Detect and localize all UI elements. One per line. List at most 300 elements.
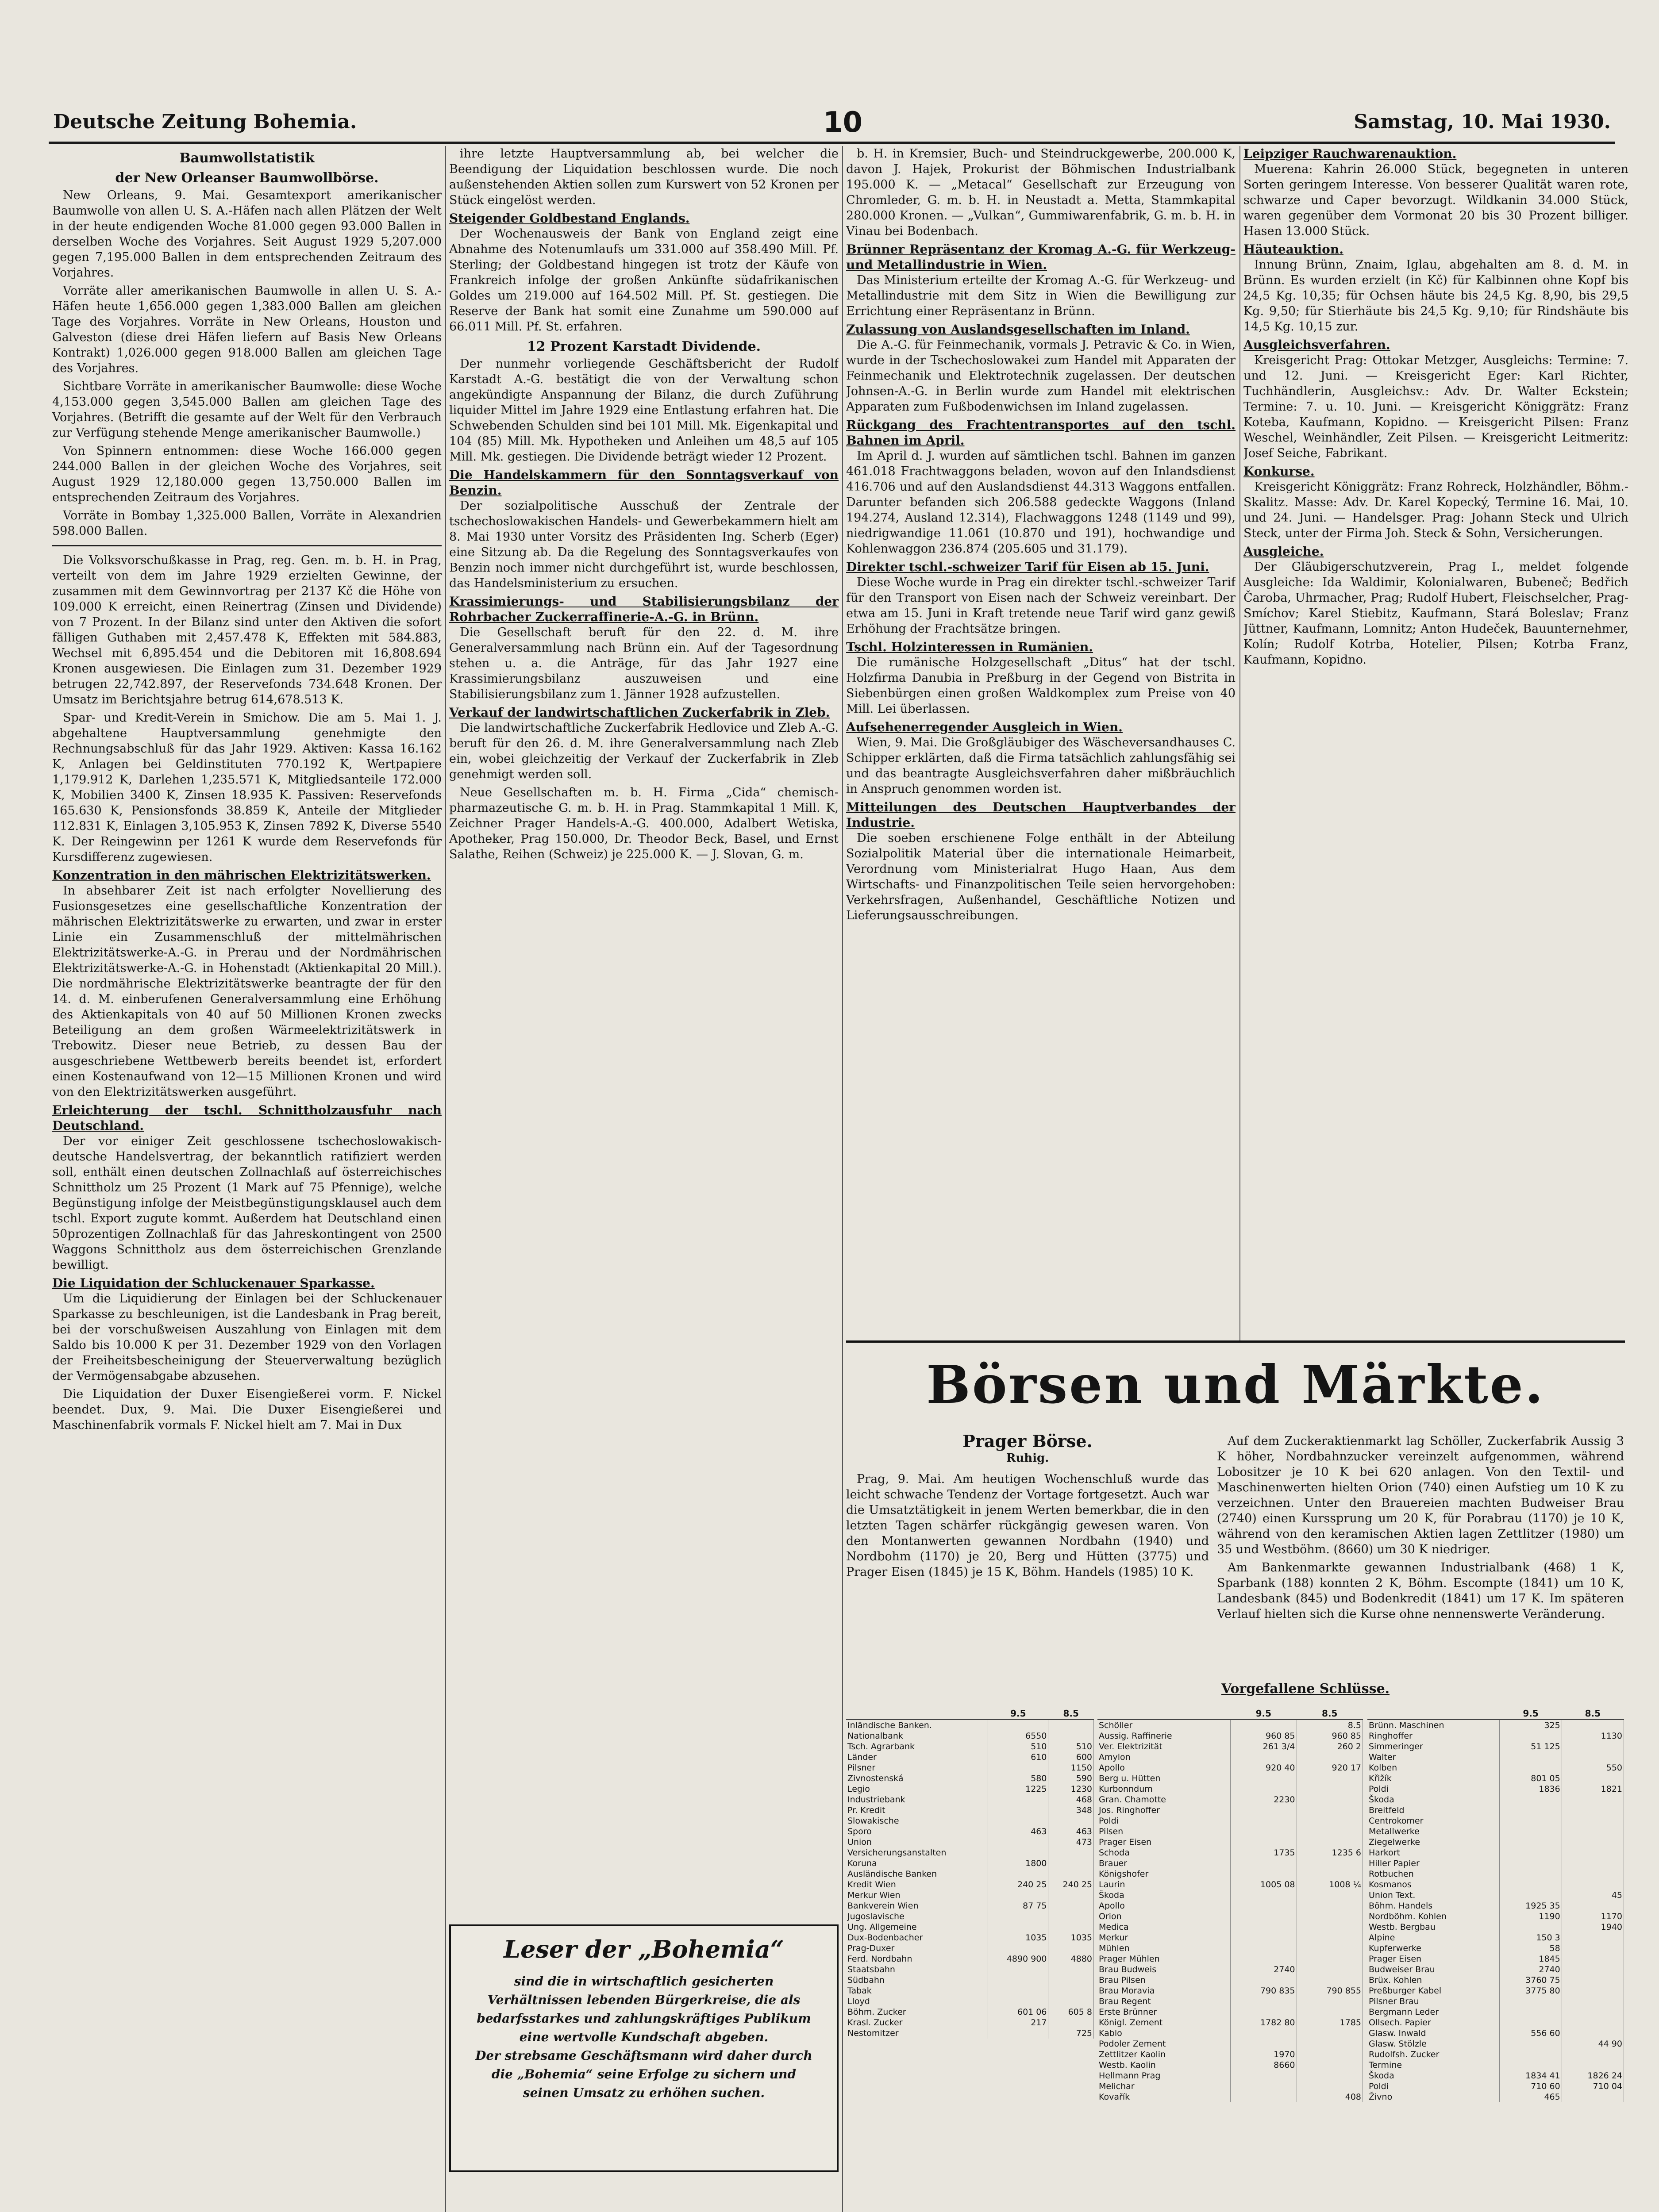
price-cell xyxy=(1048,1816,1094,1826)
price-cell: 920 17 xyxy=(1297,1763,1363,1773)
table-row xyxy=(1097,1741,1363,1752)
price-cell xyxy=(1297,1975,1363,1985)
security-name: Kolben xyxy=(1367,1763,1500,1773)
price-cell xyxy=(1231,1901,1297,1911)
security-name: Rudolfsh. Zucker xyxy=(1367,2049,1500,2060)
price-cell xyxy=(1562,1996,1624,2007)
security-name: Pilsen xyxy=(1097,1826,1231,1837)
price-cell: 240 25 xyxy=(1048,1879,1094,1890)
price-cell: 408 xyxy=(1297,2092,1363,2102)
price-cell xyxy=(988,1911,1048,1922)
table-row xyxy=(1367,1975,1624,1985)
table-row xyxy=(1097,1731,1363,1741)
divider xyxy=(52,545,442,546)
price-cell: 348 xyxy=(1048,1805,1094,1816)
table-row xyxy=(1097,2049,1363,2060)
table-row xyxy=(846,1720,1094,1731)
security-name: Alpine xyxy=(1367,1932,1500,1943)
security-name: Medica xyxy=(1097,1922,1231,1932)
security-name: Nestomitzer xyxy=(846,2028,988,2039)
security-name: Königshofer xyxy=(1097,1869,1231,1879)
table-row xyxy=(1097,1985,1363,1996)
security-name: Melichar xyxy=(1097,2081,1231,2092)
price-cell xyxy=(1297,1816,1363,1826)
price-cell xyxy=(1231,2081,1297,2092)
price-cell xyxy=(1048,1847,1094,1858)
security-name: Merkur xyxy=(1097,1932,1231,1943)
security-name: Termine xyxy=(1367,2060,1500,2070)
price-cell xyxy=(1562,1837,1624,1847)
price-cell: 325 xyxy=(1500,1720,1562,1731)
price-cell xyxy=(1297,1773,1363,1784)
article-paragraph: b. H. in Kremsier, Buch- und Steindruckgewerbe, 200.000 K, davon J. Hajek, Prokurist der Böhmischen Industrialbank 195.000 K. — „Metacal“ Gesellschaft zur Erzeugung von Chromleder, G. m. b. H. in Neustadt a. Metta, Stammkapital 280.000 Kronen. — „Vulkan“, Gummiwarenfabrik, G. m. b. H. in Vinau bei Bodenbach. xyxy=(846,147,1236,238)
article-paragraph: Die Liquidation der Duxer Eisengießerei vorm. F. Nickel beendet. Dux, 9. Mai. Die Duxer Eisengießerei und Maschinenfabrik vormals F. Nickel hielt am 7. Mai in Dux xyxy=(52,1387,442,1432)
price-cell: 2740 xyxy=(1231,1964,1297,1975)
price-cell: 468 xyxy=(1048,1794,1094,1805)
table-row xyxy=(846,1741,1094,1752)
column-1 xyxy=(52,146,442,2212)
price-cell: 4890 900 xyxy=(988,1954,1048,1964)
prager-boerse-report-continued xyxy=(1217,1433,1624,1681)
price-cell xyxy=(1048,1975,1094,1985)
security-name: Brünn. Maschinen xyxy=(1367,1720,1500,1731)
price-cell xyxy=(1562,1847,1624,1858)
price-cell: 1821 xyxy=(1562,1784,1624,1794)
price-cell xyxy=(1500,1890,1562,1901)
article-paragraph: Prag, 9. Mai. Am heutigen Wochenschluß wurde das leicht schwache Tendenz der Vortage fortgesetzt. Auch war die Umsatztätigkeit in jenem Werten bemerkbar, die in den letzten Tagen schärfer rückgängig gewesen waren. Von den Montanwerten gewannen Nordbahn (1940) und Nordbohm (1170) je 20, Berg und Hütten (3775) und Prager Eisen (1845) je 15 K, Böhm. Handels (1985) 10 K. xyxy=(846,1472,1209,1579)
security-name: Škoda xyxy=(1367,2070,1500,2081)
price-cell xyxy=(1500,1763,1562,1773)
price-cell xyxy=(1500,1847,1562,1858)
article-heading: Die Liquidation der Schluckenauer Sparkasse. xyxy=(52,1276,375,1290)
security-name: Prag-Duxer xyxy=(846,1943,988,1954)
table-row xyxy=(1097,1975,1363,1985)
table-header xyxy=(846,1708,988,1720)
price-cell: 556 60 xyxy=(1500,2028,1562,2039)
price-cell xyxy=(1231,1922,1297,1932)
price-cell xyxy=(1297,2007,1363,2017)
security-name: Kurbonndum xyxy=(1097,1784,1231,1794)
price-cell xyxy=(1231,1752,1297,1763)
table-row xyxy=(846,2007,1094,2017)
price-cell xyxy=(1562,1826,1624,1837)
price-cell: 590 xyxy=(1048,1773,1094,1784)
table-row xyxy=(1367,2007,1624,2017)
price-cell xyxy=(1297,1837,1363,1847)
price-cell xyxy=(1048,2017,1094,2028)
security-name: Zettlitzer Kaolin xyxy=(1097,2049,1231,2060)
table-row xyxy=(1367,2081,1624,2092)
price-cell: 1826 24 xyxy=(1562,2070,1624,2081)
article-heading: Rückgang des Frachtentransportes auf den tschl. Bahnen im April. xyxy=(846,418,1236,448)
table-row xyxy=(846,1943,1094,1954)
security-name: Kupferwerke xyxy=(1367,1943,1500,1954)
security-name: Koruna xyxy=(846,1858,988,1869)
price-cell xyxy=(1562,1773,1624,1784)
masthead xyxy=(49,106,1615,144)
price-cell xyxy=(1297,1996,1363,2007)
security-name: Böhm. Zucker xyxy=(846,2007,988,2017)
price-cell: 790 835 xyxy=(1231,1985,1297,1996)
security-name: Union xyxy=(846,1837,988,1847)
security-name: Bankverein Wien xyxy=(846,1901,988,1911)
price-cell xyxy=(1297,1826,1363,1837)
price-cell xyxy=(1048,1731,1094,1741)
table-row xyxy=(1367,1996,1624,2007)
article-paragraph: Diese Woche wurde in Prag ein direkter tschl.-schweizer Tarif für den Transport von Eisen nach der Schweiz vereinbart. Der etwa am 15. Juni in Kraft tretende neue Tarif wird ganz gewiß Erhöhung der Frachtsätze bringen. xyxy=(846,576,1236,636)
price-cell xyxy=(1562,1869,1624,1879)
price-cell xyxy=(1562,1975,1624,1985)
article-heading: 12 Prozent Karstadt Dividende. xyxy=(527,339,761,354)
price-cell: 8660 xyxy=(1231,2060,1297,2070)
price-cell xyxy=(988,1964,1048,1975)
price-cell: 1008 ¼ xyxy=(1297,1879,1363,1890)
price-cell xyxy=(1297,2070,1363,2081)
table-row xyxy=(846,1964,1094,1975)
security-name: Poldi xyxy=(1367,2081,1500,2092)
security-name: Südbahn xyxy=(846,1975,988,1985)
price-cell xyxy=(1231,1826,1297,1837)
security-name: Ziegelwerke xyxy=(1367,1837,1500,1847)
price-cell: 1005 08 xyxy=(1231,1879,1297,1890)
price-cell: 605 8 xyxy=(1048,2007,1094,2017)
table-row xyxy=(1367,1879,1624,1890)
table-row xyxy=(846,1858,1094,1869)
price-cell: 960 85 xyxy=(1231,1731,1297,1741)
price-cell: 710 60 xyxy=(1500,2081,1562,2092)
price-cell xyxy=(1297,2028,1363,2039)
table-row xyxy=(1367,1826,1624,1837)
table-row xyxy=(1097,1869,1363,1879)
price-cell xyxy=(1562,2007,1624,2017)
security-name: Amylon xyxy=(1097,1752,1231,1763)
price-cell xyxy=(1297,1752,1363,1763)
price-cell xyxy=(988,1890,1048,1901)
stock-table-1 xyxy=(846,1708,1094,2212)
price-cell xyxy=(1297,1794,1363,1805)
price-cell xyxy=(1562,1943,1624,1954)
price-cell xyxy=(1048,1869,1094,1879)
bourse-subtitle: Ruhig. xyxy=(1006,1452,1049,1465)
price-cell xyxy=(1500,1996,1562,2007)
security-name: Länder xyxy=(846,1752,988,1763)
table-row xyxy=(1367,1890,1624,1901)
price-cell xyxy=(1048,1996,1094,2007)
table-row xyxy=(1097,1901,1363,1911)
price-cell: 920 40 xyxy=(1231,1763,1297,1773)
price-cell xyxy=(1048,1943,1094,1954)
security-name: Schoda xyxy=(1097,1847,1231,1858)
price-cell: 710 04 xyxy=(1562,2081,1624,2092)
price-cell xyxy=(1048,1858,1094,1869)
price-cell xyxy=(1562,2060,1624,2070)
price-cell xyxy=(1231,1943,1297,1954)
table-row xyxy=(846,1847,1094,1858)
table-row xyxy=(1367,1763,1624,1773)
table-row xyxy=(1097,1752,1363,1763)
table-row xyxy=(1367,1794,1624,1805)
price-cell xyxy=(1231,2070,1297,2081)
price-cell xyxy=(988,1943,1048,1954)
security-name: Ver. Elektrizität xyxy=(1097,1741,1231,1752)
price-cell: 87 75 xyxy=(988,1901,1048,1911)
security-name: Brauer xyxy=(1097,1858,1231,1869)
price-cell: 725 xyxy=(1048,2028,1094,2039)
price-cell xyxy=(1500,2007,1562,2017)
table-row xyxy=(1367,2049,1624,2060)
table-header: 8.5 xyxy=(1048,1708,1094,1720)
table-row xyxy=(1097,1922,1363,1932)
article-heading: Häuteauktion. xyxy=(1243,242,1343,257)
price-cell xyxy=(1048,1901,1094,1911)
security-name: Tabak xyxy=(846,1985,988,1996)
table-header xyxy=(1367,1708,1500,1720)
price-cell: 510 xyxy=(1048,1741,1094,1752)
table-row xyxy=(846,1922,1094,1932)
section-title: Börsen und Märkte. xyxy=(926,1354,1545,1415)
security-name: Křižík xyxy=(1367,1773,1500,1784)
security-name: Königl. Zement xyxy=(1097,2017,1231,2028)
price-cell xyxy=(1500,2049,1562,2060)
article-heading: Die Handelskammern für den Sonntagsverkauf von Benzin. xyxy=(449,468,839,498)
security-name: Pilsner Brau xyxy=(1367,1996,1500,2007)
security-name: Dux-Bodenbacher xyxy=(846,1932,988,1943)
price-cell: 1785 xyxy=(1297,2017,1363,2028)
article-paragraph: Innung Brünn, Znaim, Iglau, abgehalten am 8. d. M. in Brünn. Es wurden erzielt (in Kč) für Kalbinnen ohne Kopf bis 24,5 Kg. 10,35; für Ochsen häute bis 24,5 Kg. 8,90, bis 29,5 Kg. 9,50; für Stierhäute bis 24,5 Kg. 9,10; für Rindshäute bis 14,5 Kg. 10,15 zur. xyxy=(1243,258,1628,334)
article-heading: Direkter tschl.-schweizer Tarif für Eisen ab 15. Juni. xyxy=(846,560,1209,574)
security-name: Pr. Kredit xyxy=(846,1805,988,1816)
security-name: Brau Moravia xyxy=(1097,1985,1231,1996)
table-row xyxy=(1367,1922,1624,1932)
table-row xyxy=(1367,1943,1624,1954)
table-row xyxy=(846,1837,1094,1847)
price-cell xyxy=(1297,1922,1363,1932)
price-cell xyxy=(1231,1996,1297,2007)
article-paragraph: Kreisgericht Prag: Ottokar Metzger, Ausgleichs: Termine: 7. und 12. Juni. — Kreisgericht Eger: Karl Richter, Tuchhändlerin, Ausgleichsv.: Adv. Dr. Walter Eckstein; Termine: 7. u. 10. Juni. — Kreisgericht Königgrätz: Franz Koteba, Kaufmann, Kopidno. — Kreisgericht Pilsen: Franz Weschel, Weinhändler, Zeit Pilsen. — Kreisgericht Leitmeritz: Josef Seiche, Fabrikant. xyxy=(1243,353,1628,460)
security-name: Ollsech. Papier xyxy=(1367,2017,1500,2028)
price-cell xyxy=(1297,1869,1363,1879)
table-title: Vorgefallene Schlüsse. xyxy=(1221,1681,1390,1697)
price-cell: 6550 xyxy=(988,1731,1048,1741)
table-row xyxy=(846,1911,1094,1922)
price-cell: 465 xyxy=(1500,2092,1562,2102)
price-cell xyxy=(1048,1985,1094,1996)
price-cell xyxy=(1231,1932,1297,1943)
price-cell xyxy=(1297,2081,1363,2092)
price-cell xyxy=(1297,1890,1363,1901)
table-row xyxy=(846,2017,1094,2028)
article-paragraph: Am Bankenmarkte gewannen Industrialbank (468) 1 K, Sparbank (188) konnten 2 K, Böhm. Escompte (1841) um 10 K, Landesbank (845) und Bodenkredit (1841) um 17 K. Im späteren Verlauf hielten sich die Kurse ohne nennenswerte Veränderung. xyxy=(1217,1561,1624,1621)
security-name: Preßburger Kabel xyxy=(1367,1985,1500,1996)
price-cell xyxy=(988,1922,1048,1932)
table-row xyxy=(1097,2060,1363,2070)
security-name: Zivnostenská xyxy=(846,1773,988,1784)
price-cell xyxy=(1231,2039,1297,2049)
price-cell: 1800 xyxy=(988,1858,1048,1869)
security-name: Glasw. Stölzle xyxy=(1367,2039,1500,2049)
price-cell: 58 xyxy=(1500,1943,1562,1954)
security-name: Prager Eisen xyxy=(1367,1954,1500,1964)
price-cell xyxy=(1500,1837,1562,1847)
price-cell xyxy=(1048,1922,1094,1932)
price-cell xyxy=(1297,1943,1363,1954)
security-name: Ausländische Banken xyxy=(846,1869,988,1879)
price-cell: 473 xyxy=(1048,1837,1094,1847)
price-cell: 1130 xyxy=(1562,1731,1624,1741)
table-header: 9.5 xyxy=(1231,1708,1297,1720)
article-paragraph: Die landwirtschaftliche Zuckerfabrik Hedlovice und Zleb A.-G. beruft für den 26. d. M. ihre Generalversammlung nach Zleb ein, wobei gleichzeitig der Verkauf der Zuckerfabrik in Zleb genehmigt werden soll. xyxy=(449,721,839,781)
article-heading: Leipziger Rauchwarenauktion. xyxy=(1243,146,1457,161)
table-row xyxy=(1097,2028,1363,2039)
table-row xyxy=(1367,1932,1624,1943)
security-name: Gran. Chamotte xyxy=(1097,1794,1231,1805)
table-row xyxy=(1097,1890,1363,1901)
security-name: Harkort xyxy=(1367,1847,1500,1858)
security-name: Inländische Banken. xyxy=(846,1720,988,1731)
price-cell xyxy=(1231,1784,1297,1794)
table-header: 9.5 xyxy=(1500,1708,1562,1720)
security-name: Budweiser Brau xyxy=(1367,1964,1500,1975)
price-cell xyxy=(988,1837,1048,1847)
table-row xyxy=(1097,2092,1363,2102)
price-cell: 3775 80 xyxy=(1500,1985,1562,1996)
table-row xyxy=(1367,2039,1624,2049)
price-cell xyxy=(988,1794,1048,1805)
price-cell xyxy=(988,1847,1048,1858)
price-cell xyxy=(1500,1826,1562,1837)
price-cell xyxy=(1562,2092,1624,2102)
security-name: Westb. Bergbau xyxy=(1367,1922,1500,1932)
security-name: Schöller xyxy=(1097,1720,1231,1731)
price-cell xyxy=(1231,1837,1297,1847)
security-name: Metallwerke xyxy=(1367,1826,1500,1837)
price-cell xyxy=(1500,1869,1562,1879)
article-paragraph: In absehbarer Zeit ist nach erfolgter Novellierung des Fusionsgesetzes eine gesellschaftliche Konzentration der mährischen Elektrizitätswerke zu erwarten, und zwar in erster Linie ein Zusammenschluß der mittelmährischen Elektrizitätswerke-A.-G. in Prerau und der Nordmährischen Elektrizitätswerke-A.-G. in Hohenstadt (Aktienkapital 20 Mill.). Die nordmährische Elektrizitätswerke beantragte der für den 14. d. M. einberufenen Generalversammlung eine Erhöhung des Aktienkapitals von 40 auf 50 Millionen Kronen zwecks Beteiligung an dem großen Wärmeelektrizitätswerk in Trebowitz. Dieser neue Betrieb, zu dessen Bau der ausgeschriebene Wettbewerb bereits beendet ist, erfordert einen Kostenaufwand von 12—15 Millionen Kronen und wird von den Elektrizitätswerken ausgeführt. xyxy=(52,884,442,1099)
article-heading: Ausgleichsverfahren. xyxy=(1243,338,1390,352)
column-3 xyxy=(846,146,1236,1402)
price-cell: 801 05 xyxy=(1500,1773,1562,1784)
security-name: Tsch. Agrarbank xyxy=(846,1741,988,1752)
table-row xyxy=(1097,1816,1363,1826)
article-paragraph: Neue Gesellschaften m. b. H. Firma „Cida“ chemisch-pharmazeutische G. m. b. H. in Prag. Stammkapital 1 Mill. K, Zeichner Prager Handels-A.-G. 400.000, Adalbert Wetiska, Apotheker, Prag 150.000, Dr. Theodor Beck, Basel, und Ernst Salathe, Reihen (Schweiz) je 225.000 K. — J. Slovan, G. m. xyxy=(449,786,839,861)
price-cell xyxy=(1562,1954,1624,1964)
article-paragraph: Kreisgericht Königgrätz: Franz Rohreck, Holzhändler, Böhm.-Skalitz. Masse: Adv. Dr. Karel Kopecký, Termine 16. Mai, 10. und 24. Juni. — Handelsger. Prag: Johann Steck und Ulrich Steck, unter der Firma Joh. Steck & Sohn, Versicherungen. xyxy=(1243,480,1628,540)
table-row xyxy=(846,1805,1094,1816)
table-row xyxy=(1367,1720,1624,1731)
price-cell xyxy=(1297,1932,1363,1943)
table-row xyxy=(1367,1858,1624,1869)
price-cell: 1225 xyxy=(988,1784,1048,1794)
security-name: Westb. Kaolin xyxy=(1097,2060,1231,2070)
table-row xyxy=(846,1784,1094,1794)
table-row xyxy=(1097,1784,1363,1794)
price-cell xyxy=(1297,1964,1363,1975)
column-divider xyxy=(445,146,446,2212)
table-row xyxy=(1097,1996,1363,2007)
security-name: Kovařík xyxy=(1097,2092,1231,2102)
table-row xyxy=(1367,1985,1624,1996)
table-row xyxy=(1097,2017,1363,2028)
security-name: Staatsbahn xyxy=(846,1964,988,1975)
article-heading: Ausgleiche. xyxy=(1243,544,1324,559)
table-row xyxy=(846,1901,1094,1911)
security-name: Rotbuchen xyxy=(1367,1869,1500,1879)
price-cell: 240 25 xyxy=(988,1879,1048,1890)
table-row xyxy=(1097,1794,1363,1805)
security-name: Mühlen xyxy=(1097,1943,1231,1954)
security-name: Brüx. Kohlen xyxy=(1367,1975,1500,1985)
security-name: Breitfeld xyxy=(1367,1805,1500,1816)
price-cell: 510 xyxy=(988,1741,1048,1752)
price-cell xyxy=(988,1996,1048,2007)
article-paragraph: Sichtbare Vorräte in amerikanischer Baumwolle: diese Woche 4,153.000 gegen 3,545.000 Ballen am gleichen Tage des Vorjahres. (Betrifft die gesamte auf der Welt für den Verbrauch zur Verfügung stehende Menge amerikanischer Baumwolle.) xyxy=(52,380,442,440)
security-name: Berg u. Hütten xyxy=(1097,1773,1231,1784)
security-name: Podoler Zement xyxy=(1097,2039,1231,2049)
table-row xyxy=(1097,2081,1363,2092)
price-cell: 150 3 xyxy=(1500,1932,1562,1943)
table-row xyxy=(846,1890,1094,1901)
article-paragraph: Die Volksvorschußkasse in Prag, reg. Gen. m. b. H. in Prag, verteilt von dem im Jahre 1929 erzielten Gewinne, der zusammen mit dem Gewinnvortrag per 2137 Kč die Höhe von 109.000 K erreicht, einen Reinertrag (Zinsen und Dividende) von 7 Prozent. In der Bilanz sind unter den Aktiven die sofort fälligen Guthaben mit 2,457.478 K, Effekten mit 584.883, Wechsel mit 6,895.454 und die Debitoren mit 16,808.694 Kronen ausgewiesen. Die Einlagen zum 31. Dezember 1929 betrugen 22,742.897, der Reservefonds 734.648 Kronen. Der Umsatz im Berichtsjahre betrug 614,678.513 K. xyxy=(52,553,442,707)
article-paragraph: Von Spinnern entnommen: diese Woche 166.000 gegen 244.000 Ballen in der gleichen Woche des Vorjahres, seit August 1929 12,180.000 gegen 13,750.000 Ballen im entsprechenden Zeitraum des Vorjahres. xyxy=(52,444,442,504)
price-cell: 960 85 xyxy=(1297,1731,1363,1741)
security-name: Ung. Allgemeine xyxy=(846,1922,988,1932)
price-cell xyxy=(1562,2028,1624,2039)
security-name: Jos. Ringhoffer xyxy=(1097,1805,1231,1816)
price-cell: 601 06 xyxy=(988,2007,1048,2017)
table-row xyxy=(1367,2017,1624,2028)
price-cell xyxy=(1500,1731,1562,1741)
security-name: Poldi xyxy=(1097,1816,1231,1826)
price-cell xyxy=(1297,1858,1363,1869)
table-body xyxy=(846,1720,1094,2039)
security-name: Aussig. Raffinerie xyxy=(1097,1731,1231,1741)
table-row xyxy=(1367,1954,1624,1964)
security-name: Slowakische xyxy=(846,1816,988,1826)
table-row xyxy=(1097,1837,1363,1847)
bourse-title: Prager Börse. xyxy=(962,1433,1093,1451)
security-name: Poldi xyxy=(1367,1784,1500,1794)
security-name: Živno xyxy=(1367,2092,1500,2102)
table-row xyxy=(1367,1901,1624,1911)
price-cell xyxy=(1500,1858,1562,1869)
article-heading: Mitteilungen des Deutschen Hauptverbandes der Industrie. xyxy=(846,800,1236,830)
article-paragraph: Vorräte aller amerikanischen Baumwolle in allen U. S. A.-Häfen heute 1,656.000 gegen 1,383.000 Ballen am gleichen Tage des Vorjahres. Vorräte in New Orleans, Houston und Galveston (diese drei Häfen liefern auf Basis New Orleans Kontrakt) 1,026.000 gegen 918.000 Ballen am gleichen Tage des Vorjahres. xyxy=(52,284,442,375)
price-cell: 44 90 xyxy=(1562,2039,1624,2049)
ad-text: Der strebsame Geschäftsmann wird daher durch die „Bohemia“ seine Erfolge zu sichern und seinen Umsatz zu erhöhen suchen. xyxy=(475,2048,812,2100)
security-name: Brau Regent xyxy=(1097,1996,1231,2007)
price-cell xyxy=(1048,1911,1094,1922)
article-paragraph: Die rumänische Holzgesellschaft „Ditus“ hat der tschl. Holzfirma Danubia in Preßburg in der Gegend von Bistrita in Siebenbürgen einen großen Waldkomplex zum Preise von 40 Mill. Lei überlassen. xyxy=(846,656,1236,716)
table-row xyxy=(1097,1773,1363,1784)
price-cell: 261 3/4 xyxy=(1231,1741,1297,1752)
stock-table-2 xyxy=(1097,1708,1363,2212)
price-cell xyxy=(1562,1720,1624,1731)
price-cell: 1235 6 xyxy=(1297,1847,1363,1858)
price-cell xyxy=(1231,2028,1297,2039)
price-cell xyxy=(1297,1784,1363,1794)
article-paragraph: Der sozialpolitische Ausschuß der Zentrale der tschechoslowakischen Handels- und Gewerbekammern hielt am 8. Mai 1930 unter Vorsitz des Präsidenten Ing. Scherb (Eger) eine Sitzung ab. Da die Regelung des Sonntagsverkaufes von Benzin noch immer nicht durchgeführt ist, wurde beschlossen, das Handelsministerium zu ersuchen. xyxy=(449,499,839,590)
article-paragraph: ihre letzte Hauptversammlung ab, bei welcher die Beendigung der Liquidation beschlossen wurde. Die noch außenstehenden Aktien sollen zum Kurswert von 52 Kronen per Stück eingelöst werden. xyxy=(449,147,839,207)
price-cell: 2740 xyxy=(1500,1964,1562,1975)
article-heading: Konkurse. xyxy=(1243,464,1315,479)
article-paragraph: Die soeben erschienene Folge enthält in der Abteilung Sozialpolitik Material über die internationale Heimarbeit, Verordnung vom Ministerialrat Hugo Haan, Aus dem Wirtschafts- und Finanzpolitischen Teile seien hervorgehoben: Verkehrsfragen, Außenhandel, Geschäftliche Notizen und Lieferungsausschreibungen. xyxy=(846,831,1236,922)
price-cell xyxy=(1562,1805,1624,1816)
price-cell: 1970 xyxy=(1231,2049,1297,2060)
price-table xyxy=(1097,1708,1363,2102)
table-row xyxy=(1367,1773,1624,1784)
table-header: 9.5 xyxy=(988,1708,1048,1720)
article-paragraph: New Orleans, 9. Mai. Gesamtexport amerikanischer Baumwolle von allen U. S. A.-Häfen nach allen Plätzen der Welt in der heute endigenden Woche 81.000 gegen 93.000 Ballen in derselben Woche des Vorjahres. Seit August 1929 5,207.000 gegen 7,195.000 Ballen in dem entsprechenden Zeitraum des Vorjahres. xyxy=(52,188,442,280)
